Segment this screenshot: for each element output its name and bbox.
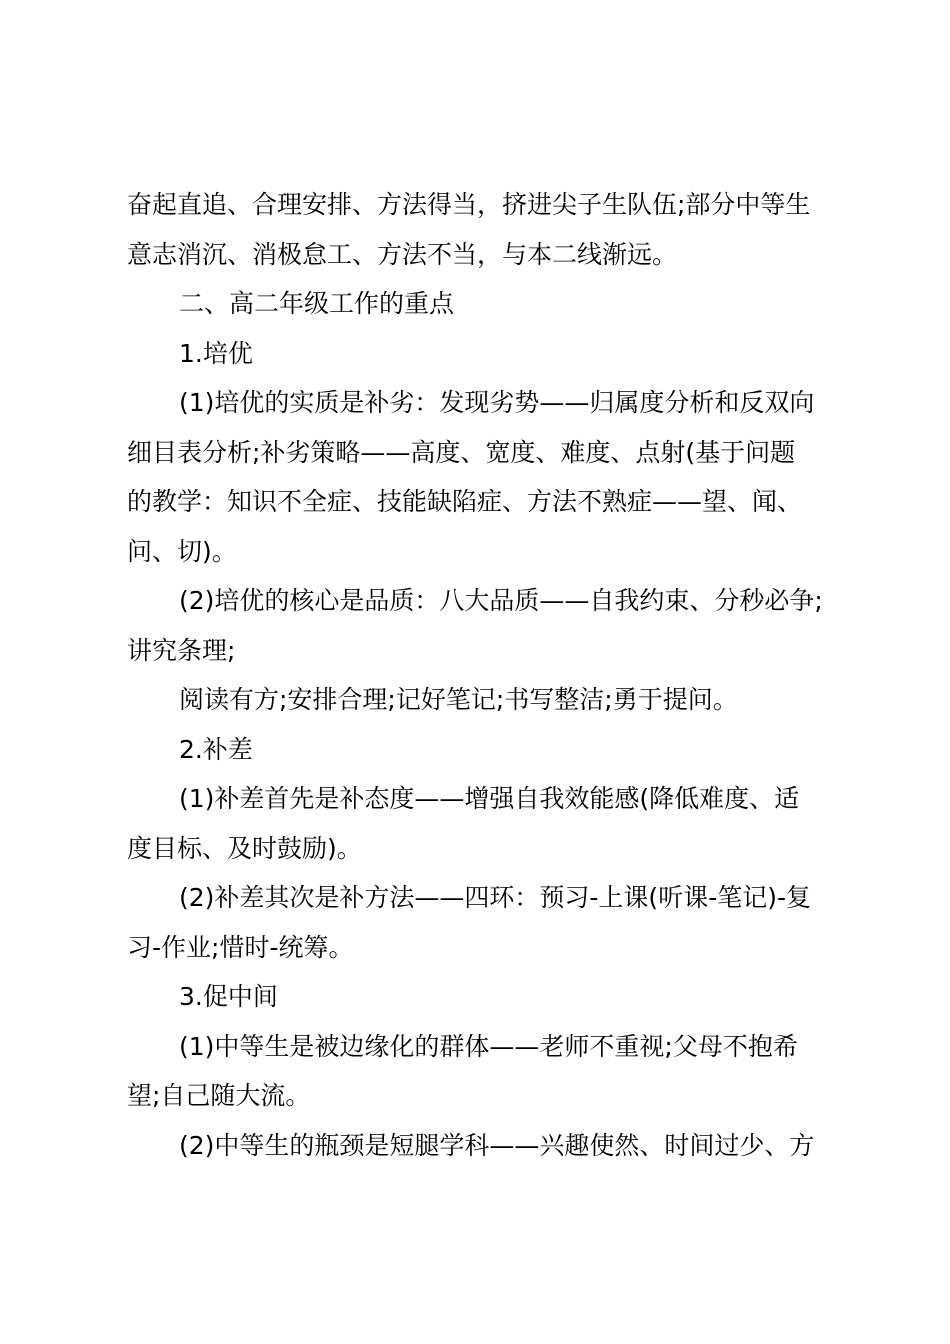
paragraph-line: (1)补差首先是补态度——增强自我效能感(降低难度、适	[179, 784, 800, 813]
section-heading: 二、高二年级工作的重点	[179, 289, 455, 318]
paragraph-line: (2)培优的核心是品质：八大品质——自我约束、分秒必争;	[179, 586, 823, 615]
paragraph-line: (1)中等生是被边缘化的群体——老师不重视;父母不抱希	[179, 1031, 798, 1061]
paragraph-line: 的教学：知识不全症、技能缺陷症、方法不熟症——望、闻、	[127, 487, 803, 516]
subsection-heading: 1.培优	[179, 338, 253, 368]
paragraph-line: 习-作业;惜时-统筹。	[127, 932, 354, 962]
paragraph-line: 问、切)。	[127, 536, 237, 566]
paragraph-line: (1)培优的实质是补劣：发现劣势——归属度分析和反双向	[179, 388, 815, 417]
paragraph-line: 望;自己随大流。	[127, 1081, 311, 1110]
paragraph-line: (2)补差其次是补方法——四环：预习-上课(听课-笔记)-复	[179, 883, 811, 912]
paragraph-line: (2)中等生的瓶颈是短腿学科——兴趣使然、时间过少、方	[179, 1130, 815, 1160]
paragraph-line: 讲究条理;	[127, 635, 236, 665]
paragraph-line: 奋起直追、合理安排、方法得当，挤进尖子生队伍;部分中等生	[127, 190, 811, 219]
subsection-heading: 3.促中间	[179, 982, 278, 1011]
paragraph-line: 意志消沉、消极怠工、方法不当，与本二线渐远。	[127, 239, 678, 269]
subsection-heading: 2.补差	[179, 734, 253, 764]
paragraph-line: 细目表分析;补劣策略——高度、宽度、难度、点射(基于问题	[127, 437, 796, 467]
paragraph-line: 度目标、及时鼓励)。	[127, 833, 362, 863]
document-body	[127, 180, 837, 1170]
paragraph-line: 阅读有方;安排合理;记好笔记;书写整洁;勇于提问。	[179, 685, 738, 714]
